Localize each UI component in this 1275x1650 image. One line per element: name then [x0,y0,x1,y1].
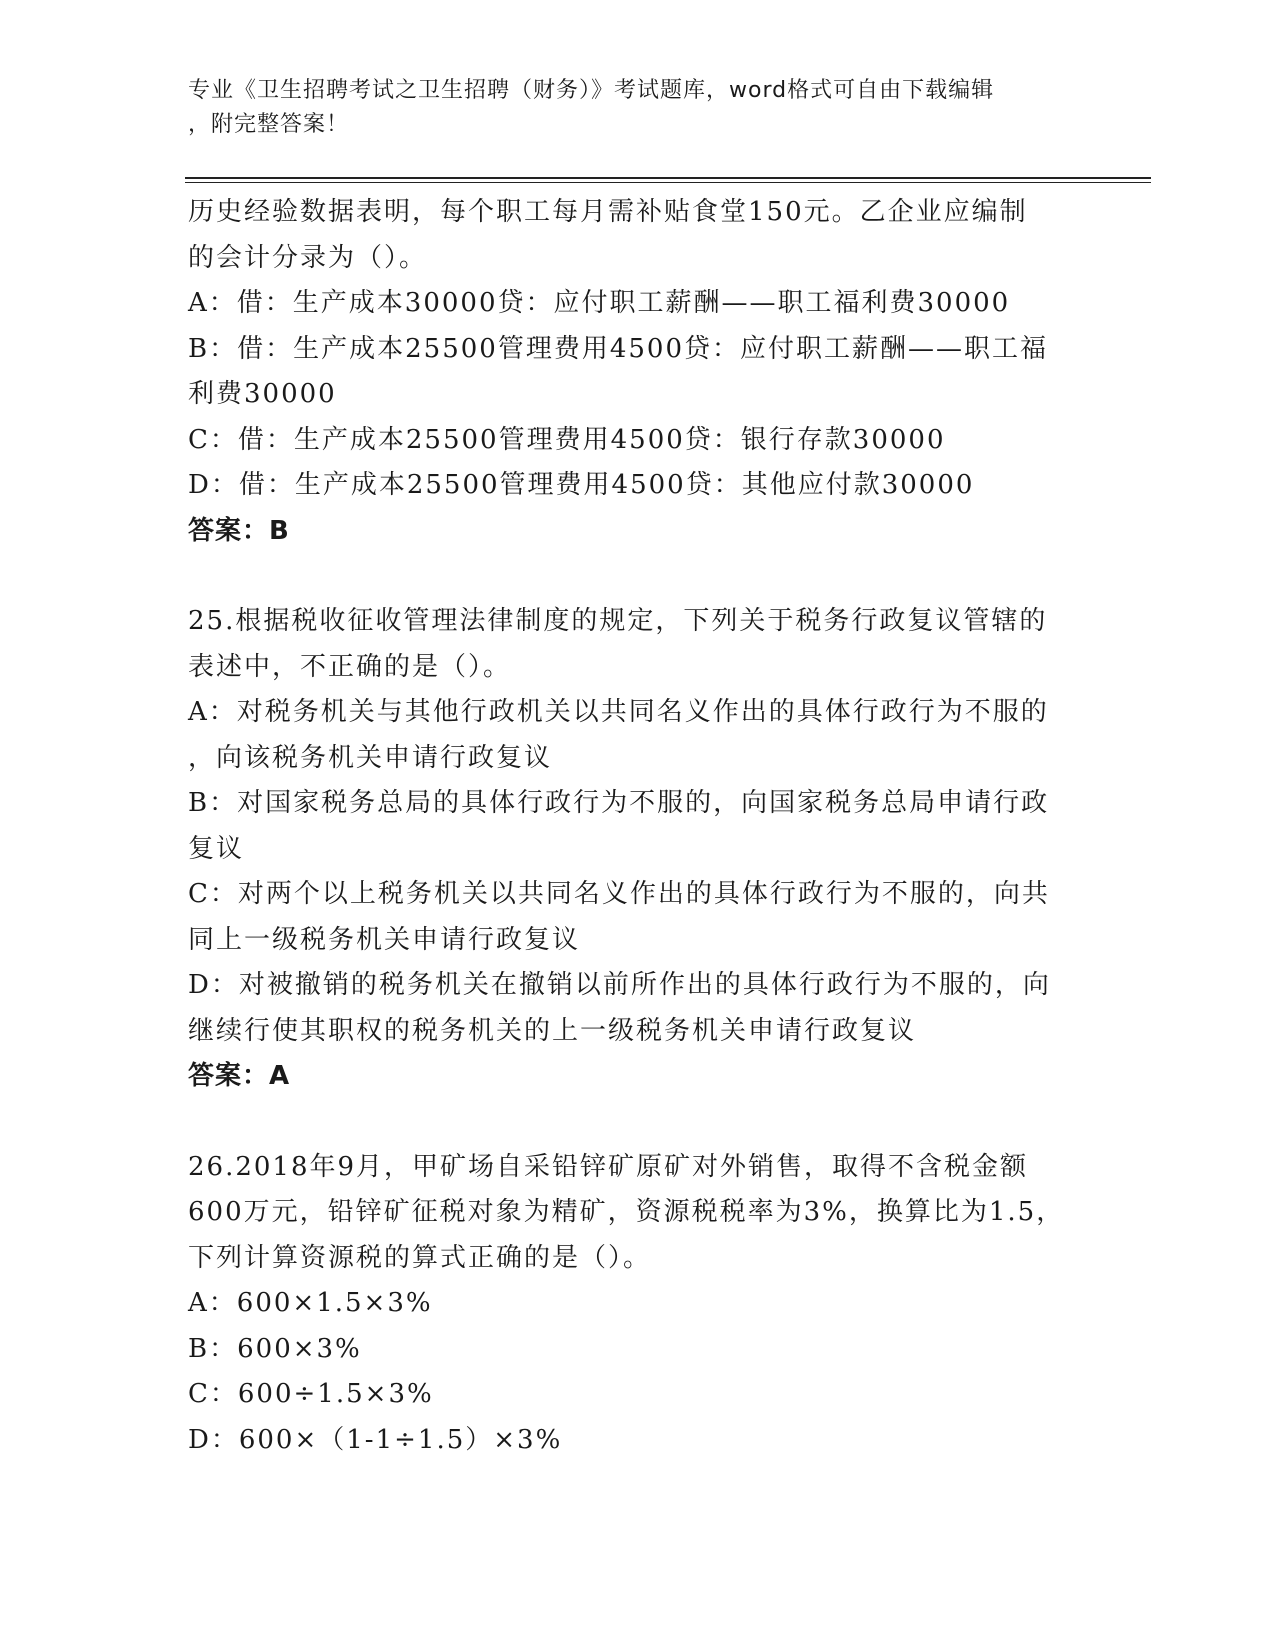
document-header [188,74,1068,142]
option-b: B：借：生产成本25500管理费用4500贷：应付职工薪酬——职工福 [188,333,1048,364]
spacer [188,554,1068,599]
option-d-cont: 继续行使其职权的税务机关的上一级税务机关申请行政复议 [188,1015,917,1046]
question-stem: 25.根据税收征收管理法律制度的规定，下列关于税务行政复议管辖的 [188,606,1048,636]
option-b: B：对国家税务总局的具体行政行为不服的，向国家税务总局申请行政 [188,788,1050,818]
option-d: D：借：生产成本25500管理费用4500贷：其他应付款30000 [188,470,975,500]
option-a: A：借：生产成本30000贷：应付职工薪酬——职工福利费30000 [188,288,1011,318]
question-stem: 600万元，铅锌矿征税对象为精矿，资源税税率为3%，换算比为1.5， [188,1197,1065,1227]
question-content [188,190,1068,1463]
question-stem: 下列计算资源税的算式正确的是（）。 [188,1242,652,1273]
question-26 [188,1145,1068,1464]
option-c: C：借：生产成本25500管理费用4500贷：银行存款30000 [188,424,946,455]
question-24 [188,190,1068,554]
header-divider-thick [185,177,1151,179]
option-a: A：600×1.5×3% [188,1288,433,1318]
question-stem: 26.2018年9月，甲矿场自采铅锌矿原矿对外销售，取得不含税金额 [188,1151,1029,1182]
option-b: B：600×3% [188,1333,362,1364]
option-a: A：对税务机关与其他行政机关以共同名义作出的具体行政行为不服的 [188,697,1049,727]
header-line-2: ，附完整答案！ [188,112,350,137]
question-stem: 表述中，不正确的是（）。 [188,651,512,682]
answer-label: 答案：A [188,1061,291,1091]
option-d: D：对被撤销的税务机关在撤销以前所作出的具体行政行为不服的，向 [188,970,1051,1000]
header-divider-thin [185,182,1151,183]
option-d: D：600×（1-1÷1.5）×3% [188,1424,563,1455]
option-a-cont: ，向该税务机关申请行政复议 [188,742,553,773]
answer-label: 答案：B [188,515,290,546]
question-stem: 历史经验数据表明，每个职工每月需补贴食堂150元。乙企业应编制 [188,197,1028,227]
header-line-1: 专业《卫生招聘考试之卫生招聘（财务）》考试题库，word格式可自由下载编辑 [188,78,995,103]
option-c-cont: 同上一级税务机关申请行政复议 [188,924,581,955]
option-b-cont: 利费30000 [188,379,337,409]
spacer [188,1100,1068,1145]
option-c: C：600÷1.5×3% [188,1379,434,1409]
option-c: C：对两个以上税务机关以共同名义作出的具体行政行为不服的，向共 [188,879,1050,909]
question-25 [188,599,1068,1100]
question-stem: 的会计分录为（）。 [188,242,428,273]
option-b-cont: 复议 [188,833,245,864]
